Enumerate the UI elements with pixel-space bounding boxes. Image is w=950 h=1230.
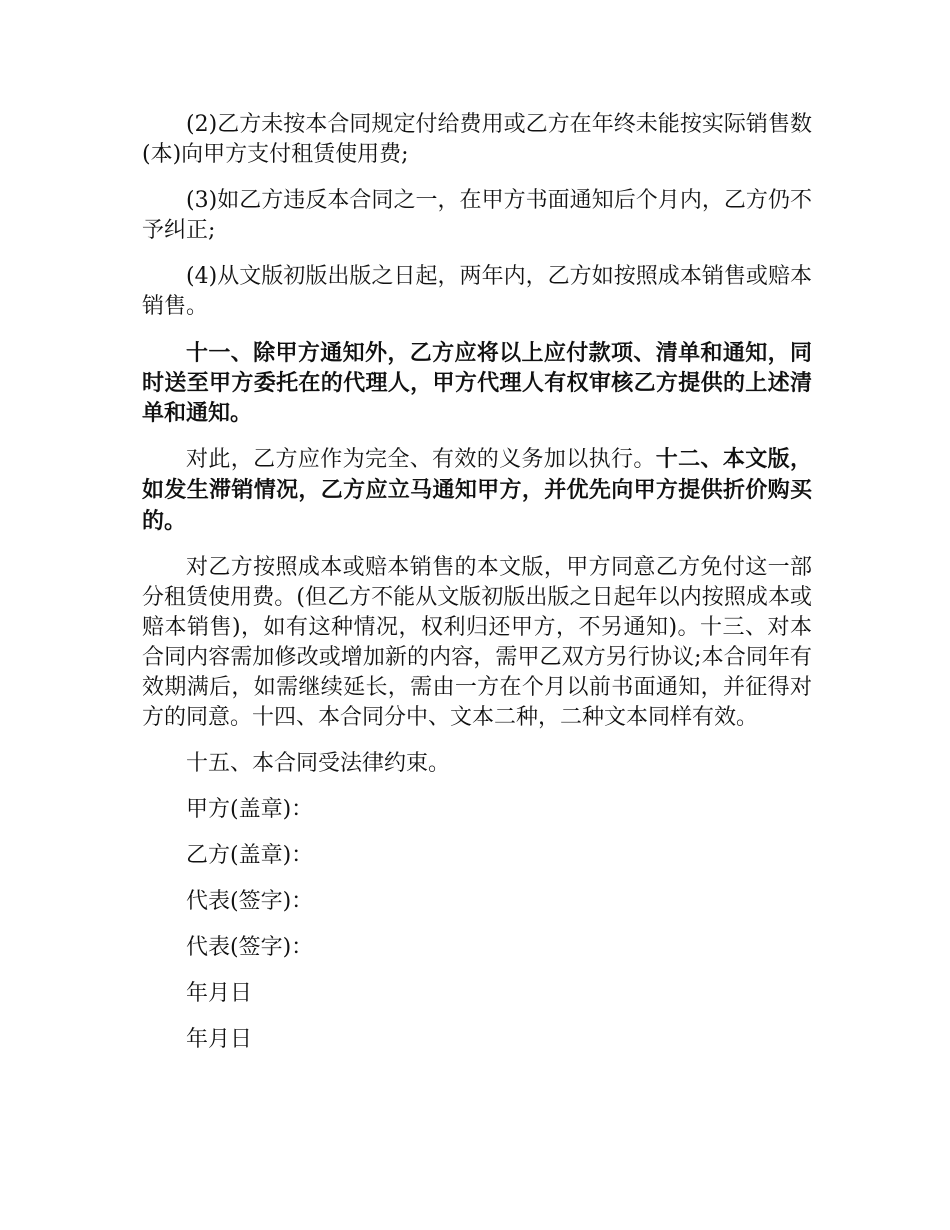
party-b-seal-line: 乙方(盖章)： (186, 843, 314, 868)
document-page (142, 110, 812, 1071)
party-a-seal-line: 甲方(盖章)： (186, 797, 314, 822)
clause-item-2: (2)乙方未按本合同规定付给费用或乙方在年终未能按实际销售数(本)向甲方支付租赁使用费; (142, 112, 812, 167)
clause-twelve-lead: 对此，乙方应作为完全、有效的义务加以执行。 (186, 447, 656, 472)
representative-a-signature-line: 代表(签字)： (186, 889, 314, 914)
clause-fifteen: 十五、本合同受法律约束。 (186, 751, 451, 776)
date-line-b: 年月日 (186, 1027, 253, 1052)
representative-b-signature-line: 代表(签字)： (186, 935, 314, 960)
clause-twelve: 十二、本文版，如发生滞销情况，乙方应立马通知甲方，并优先向甲方提供折价购买的。 (142, 446, 812, 534)
clause-item-3: (3)如乙方违反本合同之一，在甲方书面通知后个月内，乙方仍不予纠正; (142, 188, 812, 243)
clause-twelve-paragraph (142, 444, 812, 537)
clause-thirteen-fourteen: 对乙方按照成本或赔本销售的本文版，甲方同意乙方免付这一部分租赁使用费。(但乙方不能从文版初版出版之日起年以内按照成本或赔本销售)，如有这种情况，权利归还甲方，不另通知)。十三、对本合同内容需加修改或增加新的内容，需甲乙双方另行协议;本合同年有效期满后，如需继续延长，需由一方在个月以前书面通知，并征得对方的同意。十四、本合同分中、文本二种，二种文本同样有效。 (142, 555, 812, 730)
clause-item-4: (4)从文版初版出版之日起，两年内，乙方如按照成本销售或赔本销售。 (142, 264, 812, 319)
date-line-a: 年月日 (186, 981, 253, 1006)
clause-eleven: 十一、除甲方通知外，乙方应将以上应付款项、清单和通知，同时送至甲方委托在的代理人，甲方代理人有权审核乙方提供的上述清单和通知。 (142, 340, 812, 426)
